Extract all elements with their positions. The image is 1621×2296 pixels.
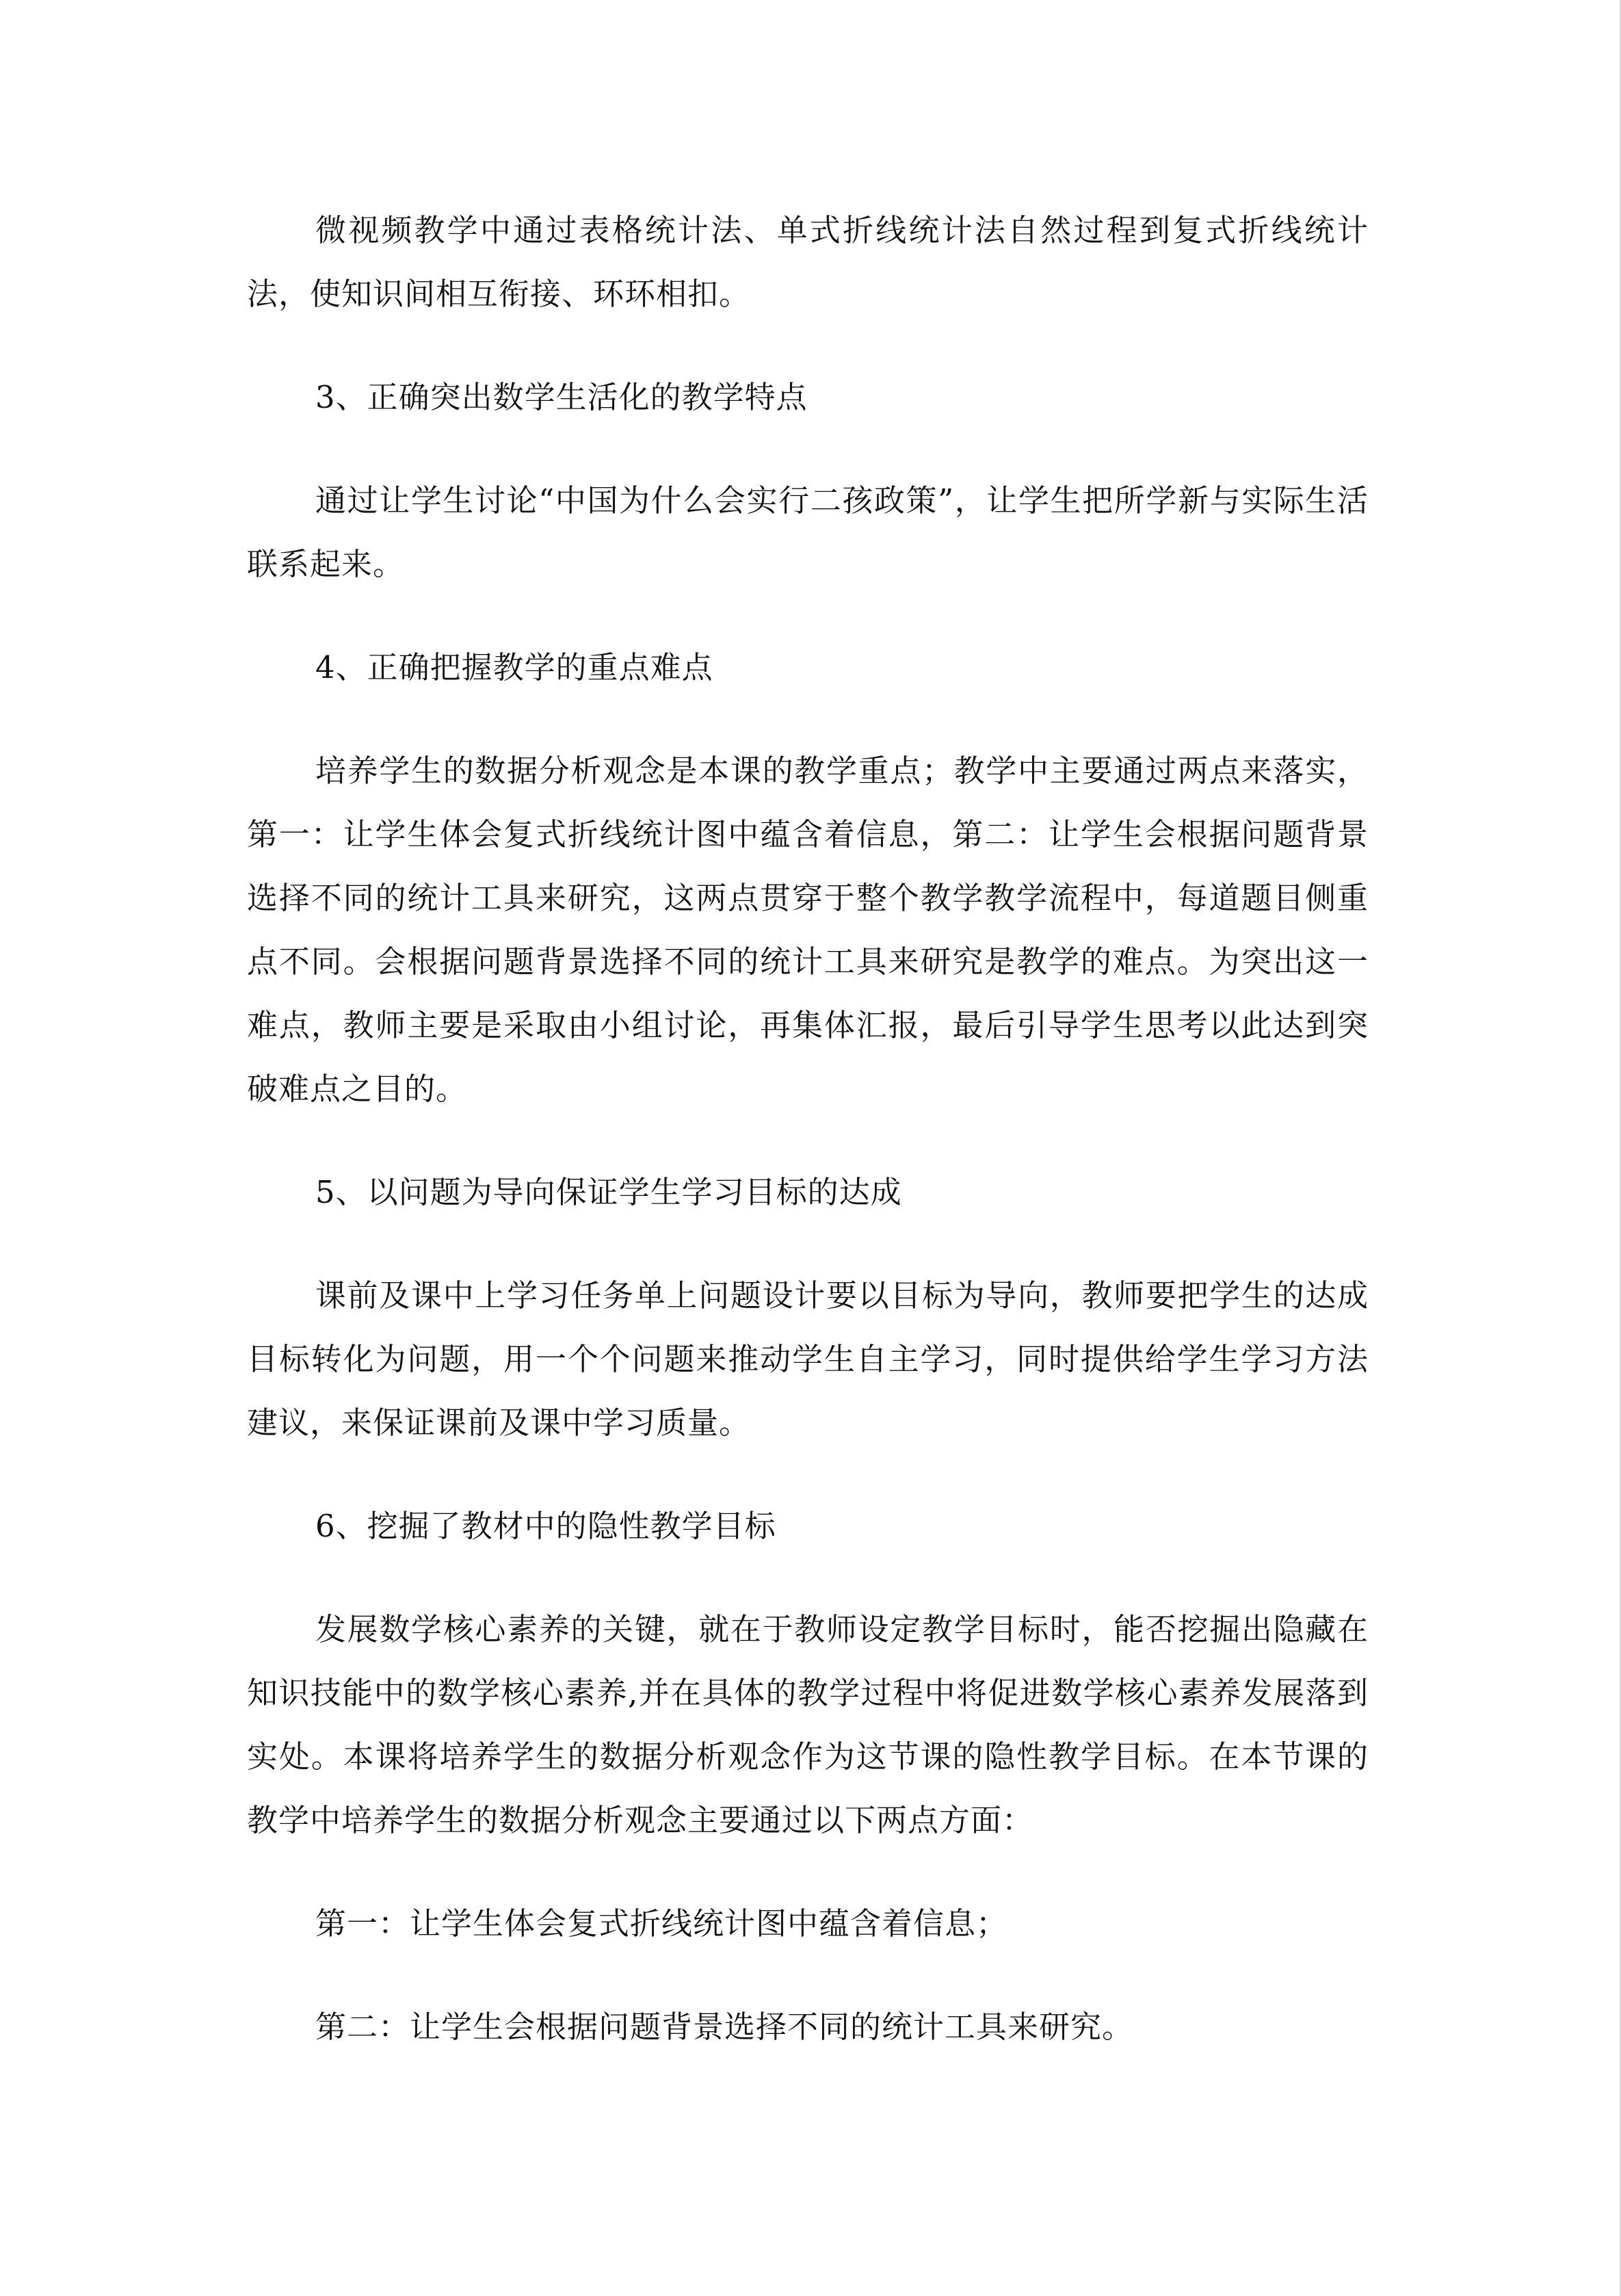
heading-section-4: 4、正确把握教学的重点难点	[315, 649, 713, 686]
heading-section-3: 3、正确突出数学生活化的教学特点	[315, 379, 808, 415]
document-body	[247, 198, 1369, 2098]
paragraph-two-child-policy: 通过让学生讨论“中国为什么会实行二孩政策”，让学生把所学新与实际生活联系起来。	[247, 482, 1369, 582]
paragraph-first-point: 第一：让学生体会复式折线统计图中蕴含着信息；	[315, 1905, 1008, 1942]
paragraph-key-points: 培养学生的数据分析观念是本课的教学重点；教学中主要通过两点来落实，第一：让学生体会复式折线统计图中蕴含着信息，第二：让学生会根据问题背景选择不同的统计工具来研究，这两点贯穿于整个教学教学流程中，每道题目侧重点不同。会根据问题背景选择不同的统计工具来研究是教学的难点。为突出这一难点，教师主要是采取由小组讨论，再集体汇报，最后引导学生思考以此达到突破难点之目的。	[247, 753, 1369, 1107]
paragraph-micro-video: 微视频教学中通过表格统计法、单式折线统计法自然过程到复式折线统计法，使知识间相互衔接、环环相扣。	[247, 212, 1369, 312]
paragraph-learning-tasks: 课前及课中上学习任务单上问题设计要以目标为导向，教师要把学生的达成目标转化为问题，用一个个问题来推动学生自主学习，同时提供给学生学习方法建议，来保证课前及课中学习质量。	[247, 1277, 1369, 1441]
heading-section-5: 5、以问题为导向保证学生学习目标的达成	[315, 1174, 902, 1210]
paragraph-second-point: 第二：让学生会根据问题背景选择不同的统计工具来研究。	[315, 2009, 1134, 2045]
heading-section-6: 6、挖掘了教材中的隐性教学目标	[315, 1508, 776, 1544]
paragraph-core-literacy: 发展数学核心素养的关键，就在于教师设定教学目标时，能否挖掘出隐藏在知识技能中的数学核心素养,并在具体的教学过程中将促进数学核心素养发展落到实处。本课将培养学生的数据分析观念作为这节课的隐性教学目标。在本节课的教学中培养学生的数据分析观念主要通过以下两点方面：	[247, 1611, 1369, 1838]
